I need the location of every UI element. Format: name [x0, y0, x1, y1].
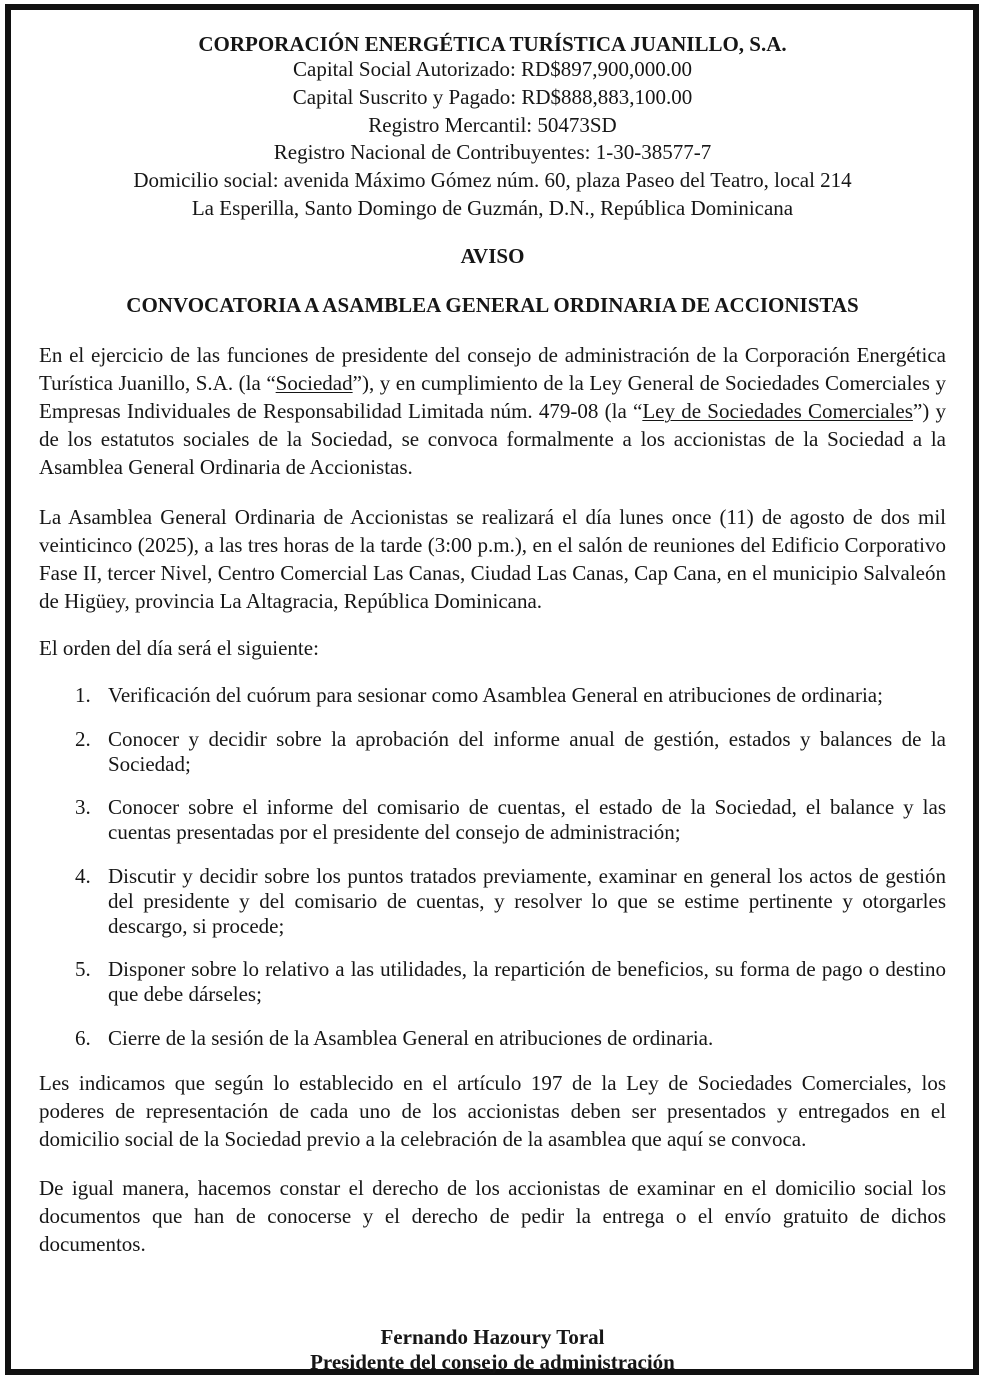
signatory-title: Presidente del consejo de administración: [310, 1349, 675, 1374]
agenda-item-number: 5.: [75, 957, 91, 982]
agenda-item-number: 6.: [75, 1025, 91, 1050]
registered-address: Domicilio social: avenida Máximo Gómez núm. 60, plaza Paseo del Teatro, local 214: [133, 168, 852, 193]
agenda-item-number: 4.: [75, 863, 91, 888]
paid-capital: Capital Suscrito y Pagado: RD$888,883,100.00: [292, 84, 693, 109]
shareholder-rights-paragraph: De igual manera, hacemos constar el derecho de los accionistas de examinar en el domicilio social los documentos que han de conocerse y el derecho de pedir la entrega o el envío gratuito de dichos documentos.: [39, 1176, 946, 1257]
agenda-item-text: Conocer sobre el informe del comisario de cuentas, el estado de la Sociedad, el balance y las cuentas presentadas por el presidente del consejo de administración;: [108, 795, 946, 845]
registered-address-city: La Esperilla, Santo Domingo de Guzmán, D.N., República Dominicana: [191, 195, 794, 220]
company-name: CORPORACIÓN ENERGÉTICA TURÍSTICA JUANILLO, S.A.: [198, 32, 787, 56]
agenda-intro: El orden del día será el siguiente:: [39, 635, 319, 660]
agenda-item-number: 2.: [75, 726, 91, 751]
signature-block: [39, 1325, 946, 1375]
defined-term-ley: Ley de Sociedades Comerciales: [642, 398, 913, 423]
agenda-item-text: Disponer sobre lo relativo a las utilidades, la repartición de beneficios, su forma de pago o destino que debe dárseles;: [108, 957, 946, 1007]
intro-text-3: ”) y de los estatutos sociales de la Sociedad, se convoca formalmente a los accionistas de la Sociedad a la Asamblea General Ordinaria de Accionistas.: [39, 398, 946, 479]
agenda-item: [39, 795, 946, 845]
agenda-item-text: Cierre de la sesión de la Asamblea General en atribuciones de ordinaria.: [108, 1025, 714, 1050]
agenda-item-text: Conocer y decidir sobre la aprobación del informe anual de gestión, estados y balances de la Sociedad;: [108, 726, 946, 776]
intro-paragraph: [39, 341, 946, 481]
agenda-item-text: Discutir y decidir sobre los puntos tratados previamente, examinar en general los actos de gestión del presidente y del comisario de cuentas, y resolver lo que se estime pertinente y otorgarles descargo, si procede;: [108, 863, 946, 938]
agenda-item: [39, 683, 946, 708]
powers-paragraph: Les indicamos que según lo establecido en el artículo 197 de la Ley de Sociedades Comerciales, los poderes de representación de cada uno de los accionistas deben ser presentados y entregados en el domicilio social de la Sociedad previo a la celebración de la asamblea que aquí se convoca.: [39, 1071, 946, 1152]
intro-text-2: ”), y en cumplimiento de la Ley General de Sociedades Comerciales y Empresas Individuales de Responsabilidad Limitada núm. 479-08 (la “: [39, 370, 946, 423]
notice-label: AVISO: [460, 243, 525, 268]
agenda-item: [39, 1026, 946, 1051]
agenda-item: [39, 727, 946, 777]
notice-title: CONVOCATORIA A ASAMBLEA GENERAL ORDINARIA DE ACCIONISTAS: [126, 292, 859, 317]
agenda-item-number: 1.: [75, 683, 91, 708]
authorized-capital: Capital Social Autorizado: RD$897,900,000.00: [293, 57, 692, 81]
agenda-item: [39, 864, 946, 939]
notice-document: [39, 32, 946, 1375]
intro-text-1: En el ejercicio de las funciones de presidente del consejo de administración de la Corporación Energética Turística Juanillo, S.A. (la “: [39, 342, 946, 395]
agenda-item-number: 3.: [75, 795, 91, 820]
agenda-item-text: Verificación del cuórum para sesionar como Asamblea General en atribuciones de ordinaria;: [108, 683, 883, 708]
meeting-details-paragraph: La Asamblea General Ordinaria de Accionistas se realizará el día lunes once (11) de agosto de dos mil veinticinco (2025), a las tres horas de la tarde (3:00 p.m.), en el salón de reuniones del Edificio Corporativo Fase II, tercer Nivel, Centro Comercial Las Canas, Ciudad Las Canas, Cap Cana, en el municipio Salvaleón de Higüey, provincia La Altagracia, República Dominicana.: [39, 504, 946, 613]
agenda-list: [39, 683, 946, 1051]
signatory-name: Fernando Hazoury Toral: [380, 1324, 605, 1349]
defined-term-sociedad: Sociedad: [275, 370, 353, 395]
taxpayer-registry: Registro Nacional de Contribuyentes: 1-30-38577-7: [273, 140, 712, 165]
agenda-item: [39, 957, 946, 1007]
mercantile-registry: Registro Mercantil: 50473SD: [368, 112, 617, 137]
